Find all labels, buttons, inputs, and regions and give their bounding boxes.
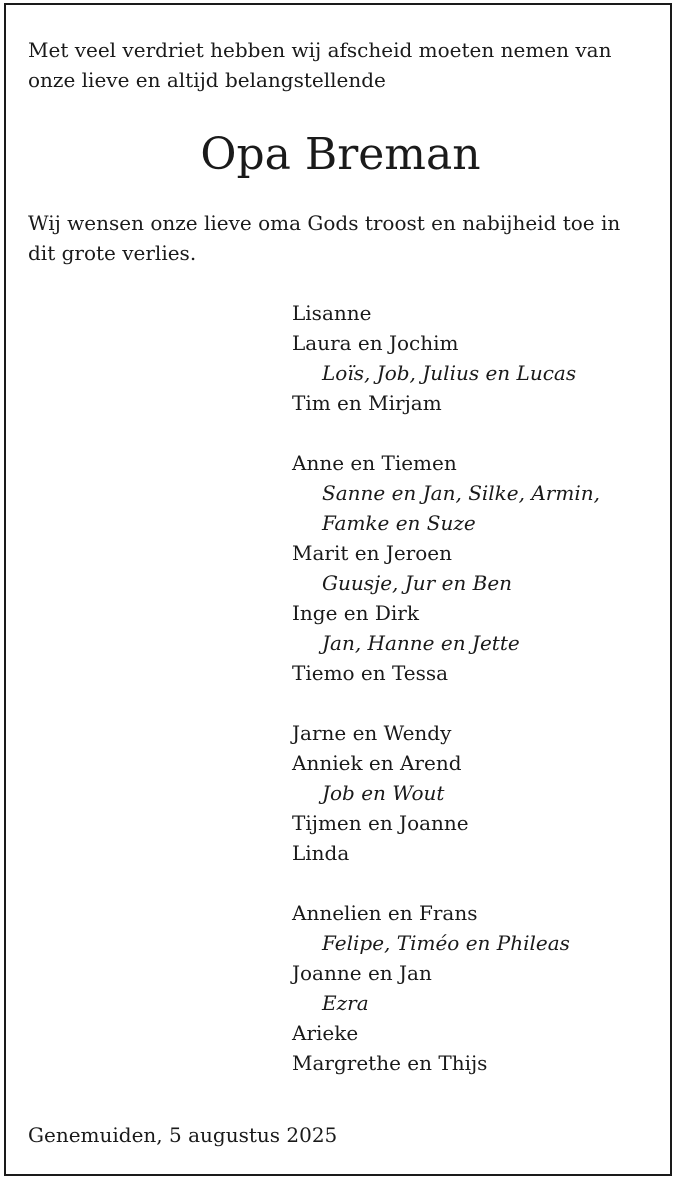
- family-line: Margrethe en Thijs: [292, 1051, 488, 1075]
- family-line: Anne en Tiemen: [292, 451, 457, 475]
- grandchildren-line: Famke en Suze: [322, 511, 476, 535]
- family-line: Annelien en Frans: [292, 901, 478, 925]
- place-date: Genemuiden, 5 augustus 2025: [28, 1123, 338, 1147]
- grandchildren-line: Jan, Hanne en Jette: [322, 631, 520, 655]
- family-line: Lisanne: [292, 301, 372, 325]
- group-spacer: [292, 868, 653, 898]
- family-list: [292, 298, 653, 1078]
- family-line: Laura en Jochim: [292, 331, 459, 355]
- family-line: Tiemo en Tessa: [292, 661, 449, 685]
- announcement-frame: [4, 3, 672, 1176]
- grandchildren-line: Ezra: [322, 991, 369, 1015]
- grandchildren-line: Job en Wout: [322, 781, 445, 805]
- grandchildren-line: Loïs, Job, Julius en Lucas: [322, 361, 577, 385]
- grandchildren-line: Felipe, Timéo en Phileas: [322, 931, 570, 955]
- group-spacer: [292, 418, 653, 448]
- deceased-name: Opa Breman: [200, 129, 481, 180]
- family-line: Marit en Jeroen: [292, 541, 452, 565]
- family-line: Joanne en Jan: [292, 961, 432, 985]
- group-spacer: [292, 688, 653, 718]
- family-line: Jarne en Wendy: [292, 721, 452, 745]
- grandchildren-line: Sanne en Jan, Silke, Armin,: [322, 481, 600, 505]
- grandchildren-line: Guusje, Jur en Ben: [322, 571, 513, 595]
- family-line: Inge en Dirk: [292, 601, 419, 625]
- wish-text: Wij wensen onze lieve oma Gods troost en nabijheid toe in dit grote verlies.: [28, 211, 621, 265]
- family-line: Tim en Mirjam: [292, 391, 442, 415]
- family-line: Tijmen en Joanne: [292, 811, 469, 835]
- intro-text: Met veel verdriet hebben wij afscheid moeten nemen van onze lieve en altijd belangstellende: [28, 38, 612, 92]
- family-line: Linda: [292, 841, 350, 865]
- announcement-content: [28, 35, 653, 1078]
- family-line: Anniek en Arend: [292, 751, 462, 775]
- family-line: Arieke: [292, 1021, 359, 1045]
